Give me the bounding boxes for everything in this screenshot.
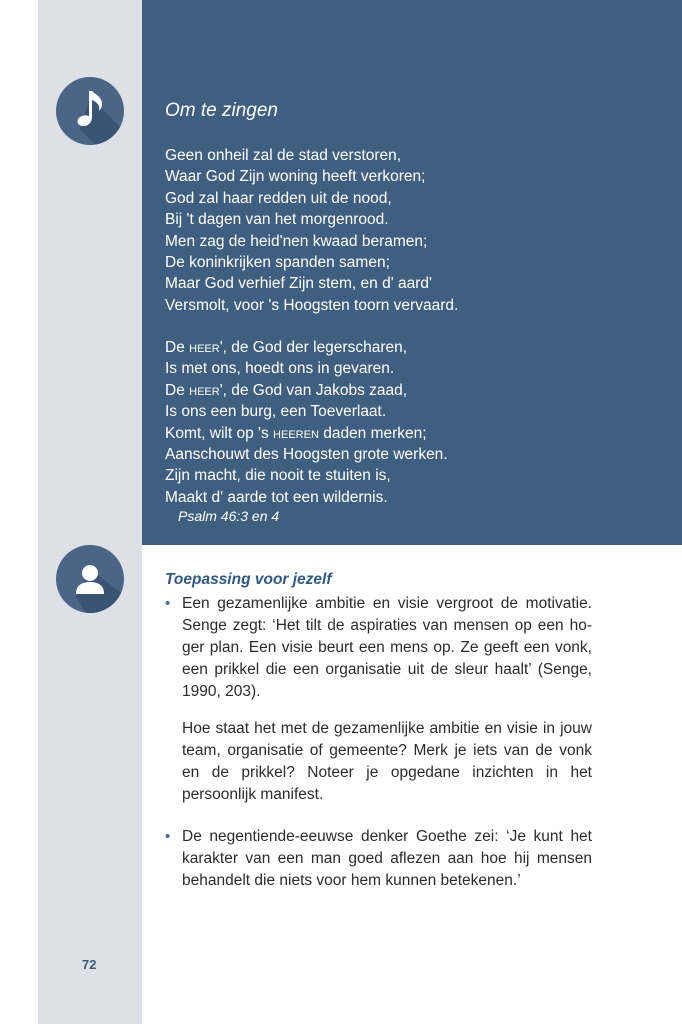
bullet-marker: • xyxy=(165,595,171,612)
bullet-paragraph: Een gezamenlijke ambitie en visie vergroot de motivatie. Senge zegt: ‘Het tilt de aspiraties van mensen op een hoger plan. Een visie beurt een mens op. Ze geeft een vonk, een prikkel die een organisatie uit de sleur haalt’ (Senge, 1990, 203). xyxy=(182,595,592,700)
verse-line: Aanschouwt des Hoogsten grote werken. xyxy=(165,446,448,464)
verse-line: Bij 't dagen van het morgenrood. xyxy=(165,211,389,229)
verse-line: Men zag de heid'nen kwaad beramen; xyxy=(165,232,428,250)
verse-line: God zal haar redden uit de nood, xyxy=(165,189,392,207)
verse-line xyxy=(165,423,448,444)
bullet-marker: • xyxy=(165,828,171,845)
paragraph: Hoe staat het met de gezamenlijke ambitie en visie in jouw team, organisatie of gemeente? Merk je iets van de vonk en de prikkel? Noteer je opgedane inzichten in het persoonlijk manifest. xyxy=(182,720,592,803)
small-caps-heer: heer xyxy=(189,339,220,356)
small-caps-heeren: heeren xyxy=(273,424,319,442)
verse-line: Maar God verhief Zijn stem, en d' aard' xyxy=(165,275,432,293)
verse-line xyxy=(165,380,448,401)
verse-line: Is met ons, hoedt ons in gevaren. xyxy=(165,360,395,378)
verse-line: Maakt d' aarde tot een wildernis. xyxy=(165,488,388,506)
verse-line: Versmolt, voor 's Hoogsten toorn vervaard. xyxy=(165,296,459,314)
music-note-icon xyxy=(56,77,124,145)
section-heading: Toepassing voor jezelf xyxy=(165,571,332,588)
verse-line: Is ons een burg, een Toeverlaat. xyxy=(165,403,387,421)
verse-line xyxy=(165,337,448,358)
small-caps-heer: heer xyxy=(189,381,220,399)
text-fragment: De xyxy=(165,381,190,399)
text-fragment: ', de God der legerscharen, xyxy=(219,339,408,356)
verse-1 xyxy=(165,145,458,316)
text-fragment: De xyxy=(165,339,190,356)
sidebar-strip xyxy=(38,0,142,1024)
verse-line: Geen onheil zal de stad verstoren, xyxy=(165,147,402,164)
bullet-paragraph: De negentiende-eeuwse denker Goethe zei: ‘Je kunt het karakter van een man goed aflezen aan hoe hij mensen behandelt die niets voor hem kunnen betekenen.’ xyxy=(182,828,592,889)
verse-2 xyxy=(165,337,448,508)
verse-line: Zijn macht, die nooit te stuiten is, xyxy=(165,467,391,485)
person-icon xyxy=(56,545,124,613)
song-title: Om te zingen xyxy=(165,100,278,121)
text-fragment: ', de God van Jakobs zaad, xyxy=(219,381,408,399)
text-fragment: daden merken; xyxy=(318,424,427,442)
verse-line: De koninkrijken spanden samen; xyxy=(165,254,390,272)
page-number: 72 xyxy=(82,957,97,972)
psalm-source: Psalm 46:3 en 4 xyxy=(178,508,280,524)
verse-line: Waar God Zijn woning heeft verkoren; xyxy=(165,168,426,186)
text-fragment: Komt, wilt op 's xyxy=(165,424,274,442)
